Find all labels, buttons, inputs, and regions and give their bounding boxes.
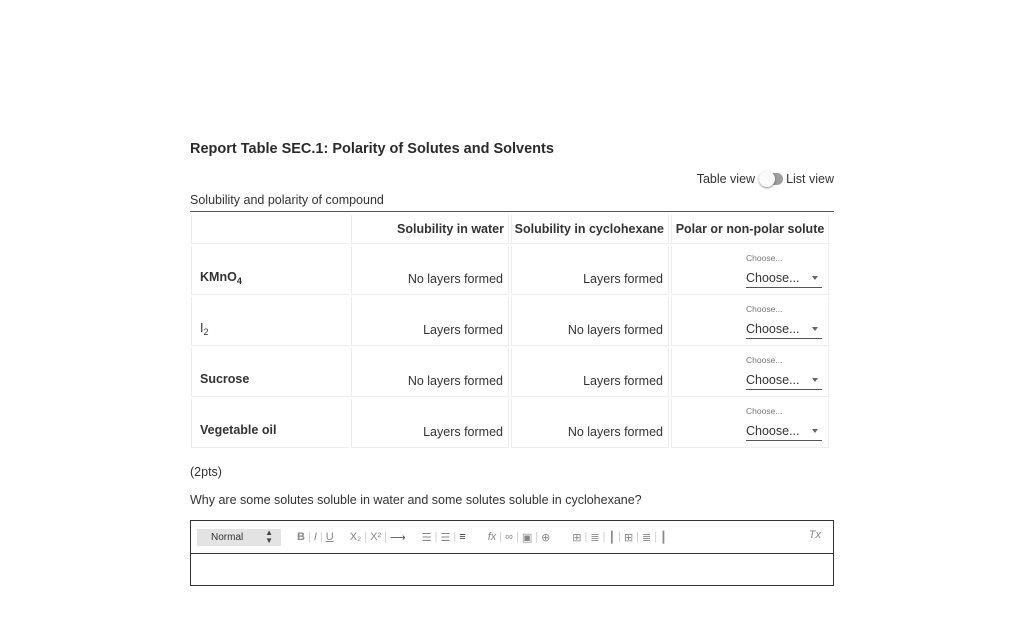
bullet-list-icon[interactable]: ☰	[440, 531, 451, 544]
select-floating-label: Choose...	[746, 406, 783, 416]
solubility-table	[190, 214, 834, 449]
cyclohexane-value: Layers formed	[583, 272, 663, 286]
water-value: Layers formed	[423, 323, 503, 337]
chevron-down-icon[interactable]	[812, 378, 818, 382]
format-dropdown[interactable]	[197, 529, 281, 546]
editor-toolbar: Normal ▲ ▼ B | I | U X₂ | X² | ⟶ ☰ | ☰ | ≡ fx | ∞ | ▣ | ⊕ ⊞ | ≣ | ┃ | ⊞ | ≣ | ┃ Tx	[191, 521, 833, 554]
cyclohexane-cell	[511, 297, 669, 346]
row-label-cell	[191, 399, 349, 448]
row-label-cell	[191, 246, 349, 295]
cyclohexane-cell	[511, 399, 669, 448]
table-view-label[interactable]: Table view	[696, 172, 756, 186]
table-caption: Solubility and polarity of compound	[190, 193, 384, 207]
row-label-cell	[191, 297, 349, 346]
polarity-select[interactable]	[746, 304, 822, 339]
polarity-select[interactable]	[746, 406, 822, 441]
bold-icon[interactable]: B	[297, 531, 305, 543]
water-value: No layers formed	[407, 374, 503, 388]
arrow-icon[interactable]: ⟶	[390, 531, 406, 544]
attach-icon[interactable]: ⊕	[541, 531, 551, 544]
header-cell-empty	[191, 215, 349, 244]
table-row	[190, 296, 834, 347]
switch-knob[interactable]	[759, 171, 775, 187]
subscript-icon[interactable]: X₂	[349, 531, 362, 543]
select-box[interactable]: Choose...	[746, 319, 822, 339]
list-view-label[interactable]: List view	[786, 172, 834, 186]
cyclohexane-value: No layers formed	[567, 323, 663, 337]
polarity-select[interactable]	[746, 355, 822, 390]
select-box[interactable]: Choose...	[746, 370, 822, 390]
table-row	[190, 398, 834, 449]
compound-name: Vegetable oil	[200, 423, 277, 437]
compound-name: KMnO$_4$	[200, 270, 242, 286]
select-box[interactable]: Choose...	[746, 421, 822, 441]
select-box[interactable]: Choose...	[746, 268, 822, 288]
header-polarity: Polar or non-polar solute	[671, 215, 829, 244]
cyclohexane-value: Layers formed	[583, 374, 663, 388]
insert-column-icon[interactable]: ┃	[608, 531, 616, 544]
select-floating-label: Choose...	[746, 253, 783, 263]
answer-textarea[interactable]	[191, 554, 833, 585]
insert-row-icon[interactable]: ≣	[590, 531, 600, 544]
cyclohexane-cell	[511, 246, 669, 295]
water-cell	[351, 246, 509, 295]
delete-table-icon[interactable]: ⊞	[623, 531, 634, 544]
formula-icon[interactable]: fx	[487, 531, 497, 543]
header-solubility-cyclohexane: Solubility in cyclohexane	[511, 215, 669, 244]
page-title: Report Table SEC.1: Polarity of Solutes and Solvents	[190, 141, 554, 157]
polarity-select[interactable]	[746, 253, 822, 288]
cyclohexane-value: No layers formed	[567, 425, 663, 439]
underline-icon[interactable]: U	[325, 531, 334, 543]
compound-name: Sucrose	[200, 372, 250, 386]
ordered-list-icon[interactable]: ☰	[421, 531, 432, 544]
clear-format-icon[interactable]: Tx	[808, 529, 821, 541]
select-floating-label: Choose...	[746, 355, 783, 365]
question-text: Why are some solutes soluble in water and some solutes soluble in cyclohexane?	[190, 493, 642, 507]
compound-name: $I_2$	[200, 321, 209, 337]
image-icon[interactable]: ▣	[521, 531, 533, 544]
water-cell	[351, 399, 509, 448]
table-row	[190, 245, 834, 296]
delete-row-icon[interactable]: ≣	[642, 531, 652, 544]
select-floating-label: Choose...	[746, 304, 783, 314]
rich-text-editor[interactable]	[190, 520, 834, 586]
align-icon[interactable]: ≡	[459, 531, 466, 543]
table-icon[interactable]: ⊞	[572, 531, 582, 544]
polarity-cell	[671, 399, 829, 448]
header-solubility-water: Solubility in water	[351, 215, 509, 244]
chevron-down-icon[interactable]	[812, 327, 818, 331]
water-value: Layers formed	[423, 425, 503, 439]
polarity-cell	[671, 348, 829, 397]
caption-divider	[190, 211, 834, 212]
row-label-cell	[191, 348, 349, 397]
italic-icon[interactable]: I	[313, 531, 317, 543]
points-label: (2pts)	[190, 465, 222, 479]
water-value: No layers formed	[407, 272, 503, 286]
water-cell	[351, 348, 509, 397]
format-value: Normal	[211, 531, 244, 543]
up-down-icon: ▲ ▼	[265, 528, 273, 545]
cyclohexane-cell	[511, 348, 669, 397]
view-toggle[interactable]	[697, 172, 834, 186]
table-row	[190, 347, 834, 398]
water-cell	[351, 297, 509, 346]
link-icon[interactable]: ∞	[505, 531, 513, 543]
delete-column-icon[interactable]: ┃	[660, 531, 667, 544]
chevron-down-icon[interactable]	[812, 429, 818, 433]
table-header-row	[190, 214, 834, 245]
view-switch[interactable]	[761, 173, 783, 185]
chevron-down-icon[interactable]	[812, 276, 818, 280]
report-section	[190, 140, 834, 545]
polarity-cell	[671, 246, 829, 295]
polarity-cell	[671, 297, 829, 346]
superscript-icon[interactable]: X²	[370, 531, 382, 543]
